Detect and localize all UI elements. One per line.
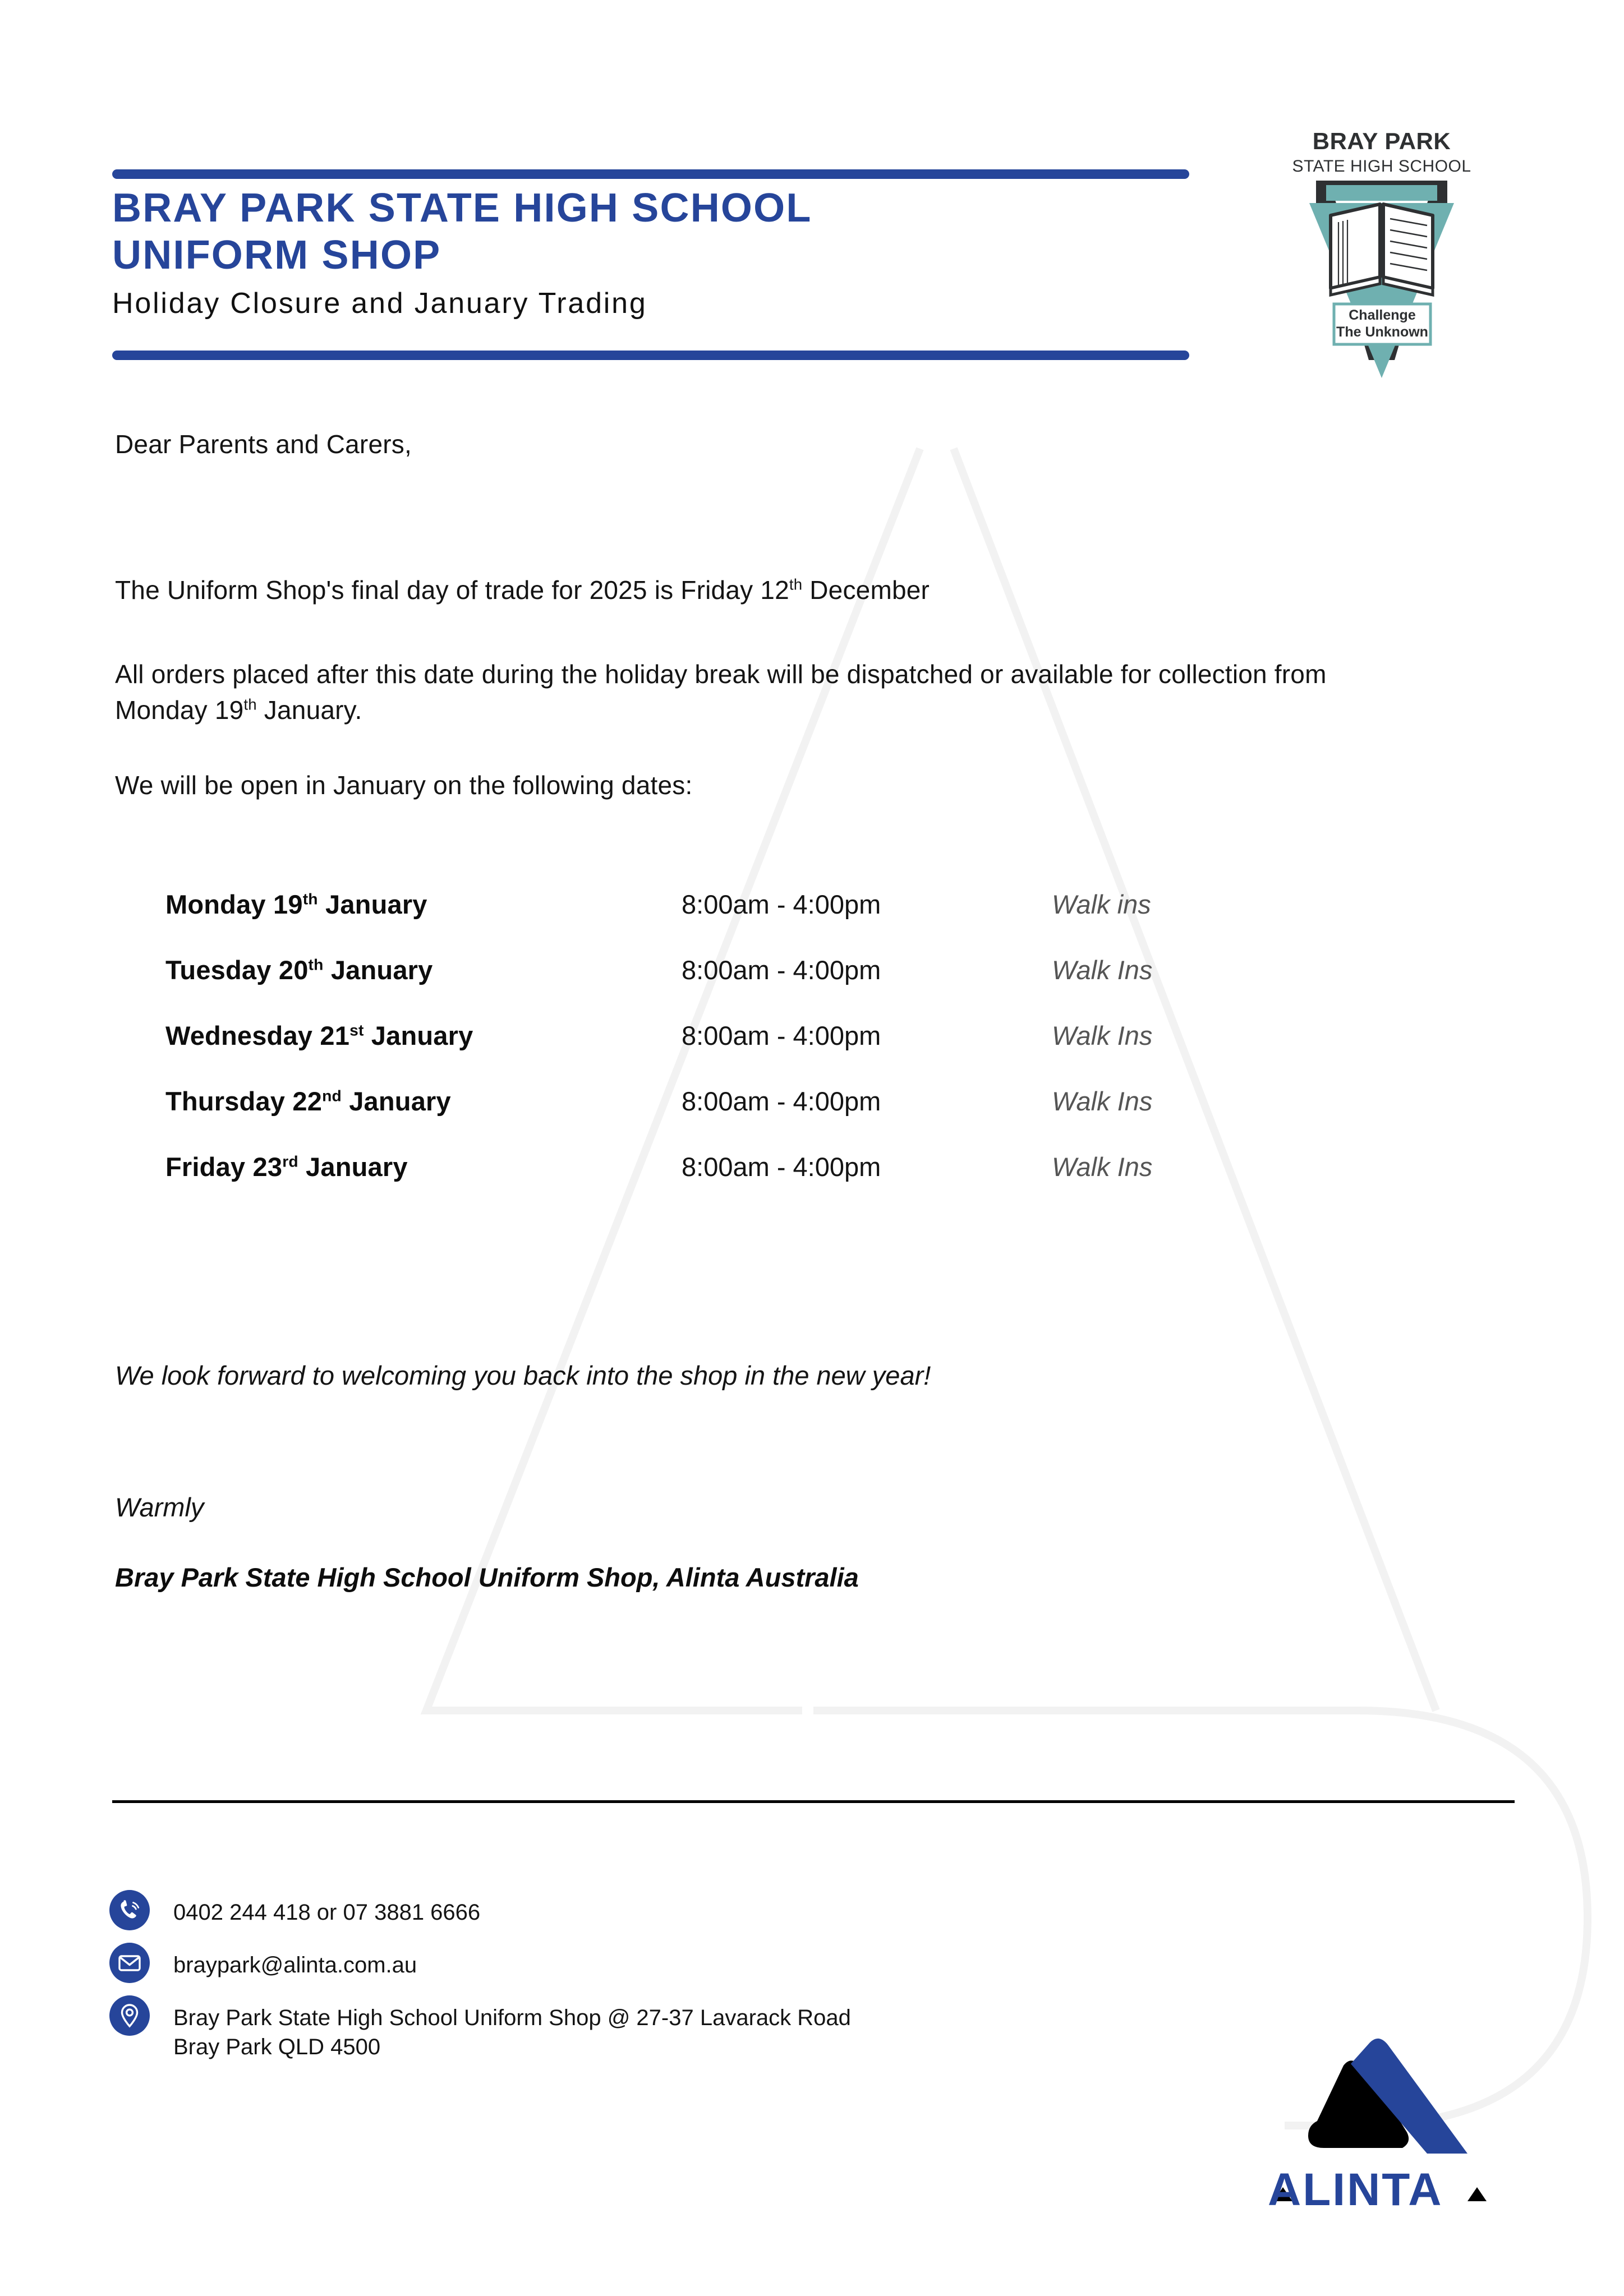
address-line-2: Bray Park QLD 4500 (173, 2035, 381, 2059)
schedule-hours: 8:00am - 4:00pm (682, 955, 881, 985)
schedule-mode: Walk Ins (1052, 1152, 1153, 1182)
alinta-logo (1241, 2013, 1521, 2215)
table-row (165, 889, 1344, 955)
schedule-hours: 8:00am - 4:00pm (682, 1152, 881, 1182)
email-icon (109, 1943, 150, 1983)
contact-row-phone (109, 1890, 1175, 1930)
school-logo-name-line-2: STATE HIGH SCHOOL (1292, 157, 1471, 176)
sign-off-warmly: Warmly (115, 1492, 204, 1522)
final-day-ordinal: th (789, 575, 803, 593)
schedule-day-ordinal: st (349, 1021, 364, 1039)
alinta-wordmark-text: ALINTA (1268, 2164, 1443, 2215)
paragraph-orders (115, 656, 1377, 729)
table-row (165, 955, 1344, 1020)
schedule-day-month: January (341, 1086, 451, 1116)
page-title-line-2: UNIFORM SHOP (112, 232, 441, 278)
table-row (165, 1020, 1344, 1086)
table-row (165, 1086, 1344, 1151)
orders-ordinal: th (243, 696, 257, 714)
schedule-day-month: January (298, 1152, 408, 1182)
school-logo-motto-line-2: The Unknown (1336, 324, 1428, 340)
schedule-hours: 8:00am - 4:00pm (682, 1021, 881, 1050)
final-day-text: The Uniform Shop's final day of trade for 2025 is Friday 12 (115, 575, 789, 605)
header-rule-bottom (112, 351, 1189, 360)
schedule-day-ordinal: th (308, 955, 324, 974)
schedule-day (165, 889, 682, 920)
orders-tail: January. (256, 695, 362, 725)
table-row (165, 1151, 1344, 1217)
schedule-day-month: January (323, 955, 433, 985)
alinta-mark (1308, 2039, 1467, 2154)
bray-park-school-logo (1272, 125, 1491, 388)
header-title-block (112, 185, 1178, 320)
address-line-1: Bray Park State High School Uniform Shop @ 27-37 Lavarack Road (173, 2005, 851, 2030)
school-logo-name-line-1: BRAY PARK (1312, 128, 1451, 154)
schedule-day-month: January (318, 889, 427, 919)
schedule-day (165, 1020, 682, 1051)
schedule-day-text: Wednesday 21 (165, 1021, 350, 1050)
closing-line: We look forward to welcoming you back into the shop in the new year! (115, 1361, 931, 1390)
sign-off-signature: Bray Park State High School Uniform Shop, Alinta Australia (115, 1562, 859, 1592)
school-logo-motto-line-1: Challenge (1349, 307, 1416, 323)
schedule-day-ordinal: rd (282, 1152, 298, 1170)
schedule-day (165, 1086, 682, 1117)
schedule-day (165, 955, 682, 985)
schedule-mode: Walk ins (1052, 889, 1151, 919)
phone-icon (109, 1890, 150, 1930)
paragraph-final-day (115, 572, 1377, 608)
salutation: Dear Parents and Carers, (115, 430, 412, 459)
schedule-mode: Walk Ins (1052, 1086, 1153, 1116)
contact-row-email (109, 1943, 1175, 1983)
schedule-day-text: Thursday 22 (165, 1086, 323, 1116)
address-lines (173, 1995, 851, 2062)
header-rule-top (112, 169, 1189, 179)
schedule-day-text: Friday 23 (165, 1152, 283, 1182)
page-subtitle: Holiday Closure and January Trading (112, 287, 647, 320)
phone-number[interactable]: 0402 244 418 or 07 3881 6666 (173, 1900, 481, 1925)
schedule-day-ordinal: th (302, 889, 318, 908)
orders-text: All orders placed after this date during the holiday break will be dispatched or available for collection from Monday 19 (115, 660, 1327, 725)
schedule-mode: Walk Ins (1052, 955, 1153, 985)
footer-divider (112, 1800, 1515, 1803)
schedule-day-ordinal: nd (322, 1086, 342, 1105)
trading-hours-table (165, 889, 1344, 1217)
location-pin-icon (109, 1995, 150, 2036)
schedule-day-text: Monday 19 (165, 889, 303, 919)
page-title-line-1: BRAY PARK STATE HIGH SCHOOL (112, 186, 812, 230)
schedule-day-month: January (364, 1021, 473, 1050)
schedule-day (165, 1151, 682, 1182)
school-logo-teal-notch (1326, 185, 1437, 201)
schedule-hours: 8:00am - 4:00pm (682, 889, 881, 919)
paragraph-open-dates-intro: We will be open in January on the following dates: (115, 771, 693, 800)
alinta-wordmark (1268, 2164, 1487, 2215)
schedule-day-text: Tuesday 20 (165, 955, 309, 985)
email-address[interactable]: braypark@alinta.com.au (173, 1953, 417, 1977)
contact-list (109, 1890, 1175, 2074)
contact-row-address (109, 1995, 1175, 2062)
schedule-hours: 8:00am - 4:00pm (682, 1086, 881, 1116)
final-day-tail: December (802, 575, 930, 605)
schedule-mode: Walk Ins (1052, 1021, 1153, 1050)
